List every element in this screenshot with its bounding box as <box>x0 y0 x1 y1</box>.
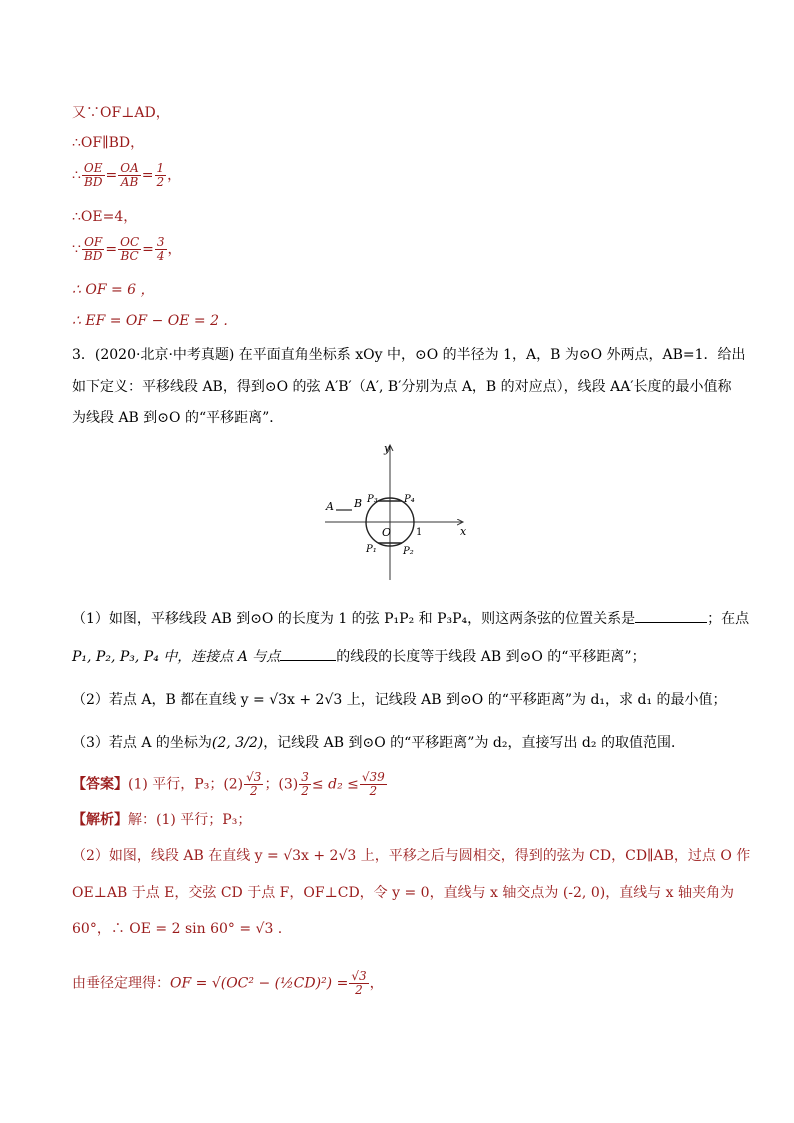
fraction-one-half: $\frac{1}{2}$ <box>156 161 165 189</box>
answer-blank-2[interactable] <box>280 648 336 661</box>
proof-line-2: ∴OF∥BD， <box>72 135 145 151</box>
analysis-p2-line-1: （2）如图，线段 AB 在直线 y = √3x + 2√3 上，平移之后与圆相交，得到的弦为 CD，CD∥AB，过点 O 作 <box>72 848 751 864</box>
point-a-label: A <box>326 500 334 513</box>
problem-line-2: 如下定义：平移线段 AB，得到⊙O 的弦 A′B′（A′, B′分别为点 A，B 的对应点），线段 AA′长度的最小值称 <box>72 379 732 395</box>
answer-2-fraction: $\frac{√3}{2}$ <box>246 770 262 798</box>
answer-tag: 【答案】 <box>72 776 128 793</box>
point-p3-label: P₃ <box>367 494 378 505</box>
unit-label: 1 <box>416 527 423 538</box>
point-a-coordinate: (2, 3/2) <box>211 735 264 751</box>
answer-line: 【答案】(1) 平行，P₃；(2) $\frac{√3}{2}$ ；(3) $\frac{3}{2}$ ≤ d₂ ≤ $\frac{√39}{2}$ <box>72 770 385 798</box>
analysis-line: 【解析】解：(1) 平行；P₃； <box>72 812 252 828</box>
proof-line-5: ∵ $\frac{OF}{BD}$ = $\frac{OC}{BC}$ = $\frac{3}{4}$ ， <box>72 235 182 263</box>
analysis-p2-line-4: 由垂径定理得：OF = √(OC² − (½CD)²) = $\frac{√3}{2}$ ， <box>72 969 384 997</box>
analysis-p2-line-2: OE⊥AB 于点 E，交弦 CD 于点 F，OF⊥CD，令 y = 0，直线与 x 轴交点为 (-2, 0)，直线与 x 轴夹角为 <box>72 885 734 901</box>
analysis-tag: 【解析】 <box>72 812 128 828</box>
answer-3-upper-fraction: $\frac{√39}{2}$ <box>361 770 385 798</box>
proof-line-4: ∴OE=4， <box>72 209 138 225</box>
fraction-oe-bd: $\frac{OE}{BD}$ <box>83 161 103 189</box>
fraction-oa-ab: $\frac{OA}{AB}$ <box>120 161 139 189</box>
proof-line-3: ∴ $\frac{OE}{BD}$ = $\frac{OA}{AB}$ = $\frac{1}{2}$ ， <box>72 161 182 189</box>
coordinate-figure <box>320 440 470 585</box>
problem-line-3: 为线段 AB 到⊙O 的“平移距离”． <box>72 410 284 426</box>
y-axis-label: y <box>384 442 391 455</box>
fraction-three-quarters: $\frac{3}{4}$ <box>156 235 165 263</box>
x-axis-label: x <box>460 525 467 538</box>
question-1-line-2: P₁, P₂, P₃, P₄ 中，连接点 A 与点 的线段的长度等于线段 AB 到⊙O 的“平移距离”； <box>72 649 646 665</box>
proof-line-1: 又∵OF⊥AD， <box>72 105 170 121</box>
proof-line-6: ∴ OF = 6 ， <box>72 282 155 298</box>
question-1-line-1: （1）如图，平移线段 AB 到⊙O 的长度为 1 的弦 P₁P₂ 和 P₃P₄，则这两条弦的位置关系是 ；在点 <box>72 611 750 627</box>
therefore-symbol: ∴ <box>72 167 81 184</box>
point-b-label: B <box>354 497 363 510</box>
point-p1-label: P₁ <box>366 544 377 555</box>
result-fraction: $\frac{√3}{2}$ <box>351 969 367 997</box>
point-p2-label: P₂ <box>403 546 414 557</box>
proof-line-7: ∴ EF = OF − OE = 2 . <box>72 313 228 329</box>
origin-label: O <box>382 526 392 539</box>
fraction-oc-bc: $\frac{OC}{BC}$ <box>120 235 140 263</box>
question-3: （3）若点 A 的坐标为(2, 3/2)，记线段 AB 到⊙O 的“平移距离”为 d₂，直接写出 d₂ 的取值范围． <box>72 735 685 751</box>
question-2: （2）若点 A，B 都在直线 y = √3x + 2√3 上，记线段 AB 到⊙O 的“平移距离”为 d₁，求 d₁ 的最小值； <box>72 692 727 708</box>
fraction-of-bd: $\frac{OF}{BD}$ <box>83 235 103 263</box>
answer-blank-1[interactable] <box>635 610 707 623</box>
point-p4-label: P₄ <box>404 494 415 505</box>
analysis-p2-line-3: 60°，∴ OE = 2 sin 60° = √3 . <box>72 921 283 937</box>
problem-line-1: 3．(2020·北京·中考真题) 在平面直角坐标系 xOy 中，⊙O 的半径为 1，A，B 为⊙O 外两点，AB=1．给出 <box>72 347 746 363</box>
answer-3-lower-fraction: $\frac{3}{2}$ <box>301 770 309 798</box>
